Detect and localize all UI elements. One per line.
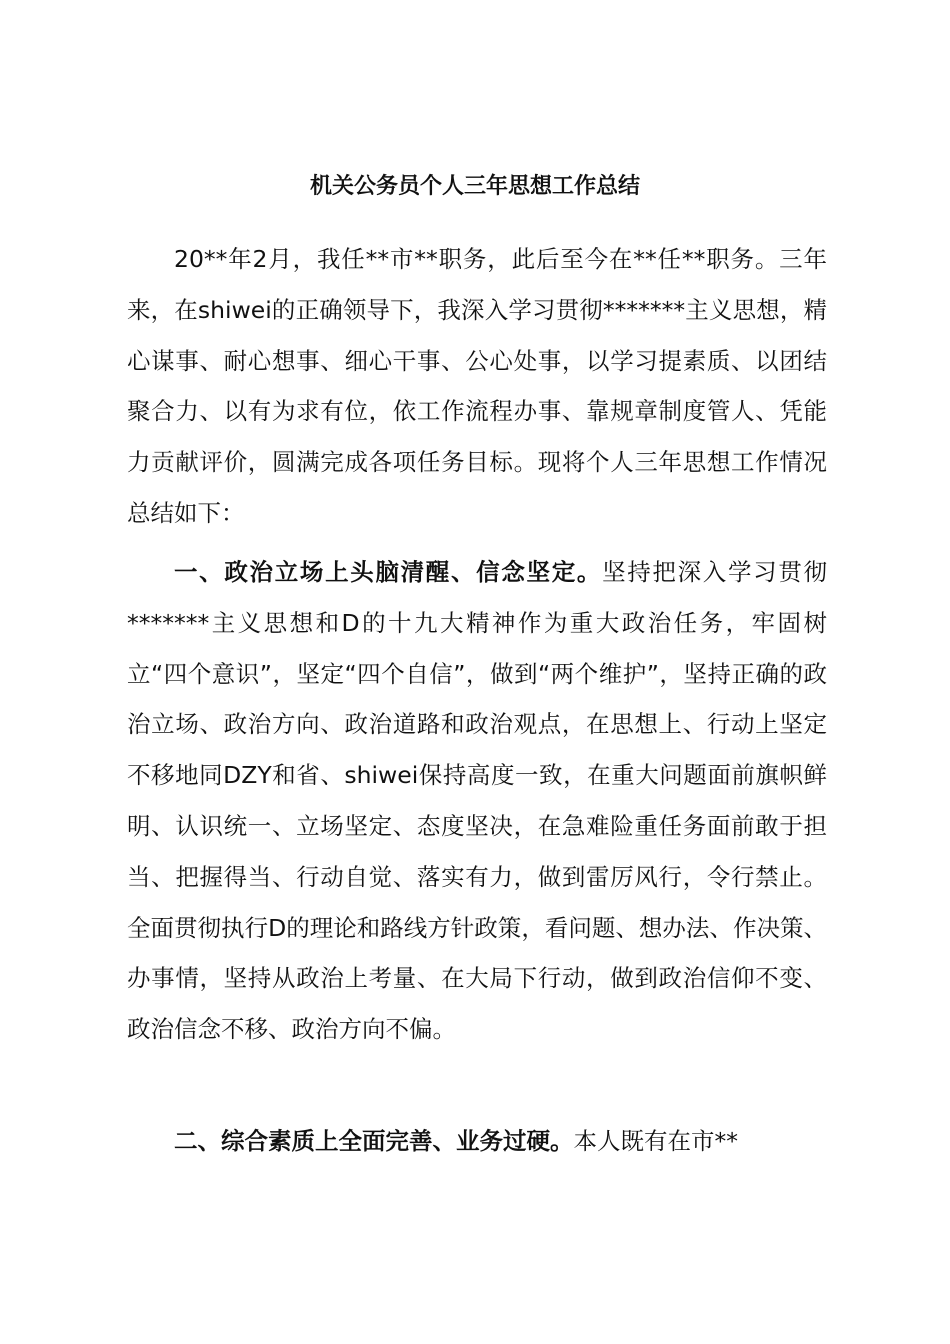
document-title: 机关公务员个人三年思想工作总结 [309,174,640,199]
section-1-heading: 一、政治立场上头脑清醒、信念坚定。 [174,558,603,586]
paragraph-section-1 [127,547,827,1055]
paragraph-intro [127,234,827,539]
section-2-text: 本人既有在市** [573,1127,738,1155]
paragraph-section-2 [127,1116,827,1167]
section-2-heading: 二、综合素质上全面完善、业务过硬。 [174,1127,574,1155]
paragraph-intro-text: 20**年2月，我任**市**职务，此后至今在**任**职务。三年来，在shiwei的正确领导下，我深入学习贯彻*******主义思想，精心谋事、耐心想事、细心干事、公心处事，以学习提素质、以团结聚合力、以有为求有位，依工作流程办事、靠规章制度管人、凭能力贡献评价，圆满完成各项任务目标。现将个人三年思想工作情况总结如下： [127,245,827,527]
section-1-text: 坚持把深入学习贯彻*******主义思想和D的十九大精神作为重大政治任务，牢固树立“四个意识”，坚定“四个自信”，做到“两个维护”，坚持正确的政治立场、政治方向、政治道路和政治观点，在思想上、行动上坚定不移地同DZY和省、shiwei保持高度一致，在重大问题面前旗帜鲜明、认识统一、立场坚定、态度坚决，在急难险重任务面前敢于担当、把握得当、行动自觉、落实有力，做到雷厉风行，令行禁止。全面贯彻执行D的理论和路线方针政策，看问题、想办法、作决策、办事情，坚持从政治上考量、在大局下行动，做到政治信仰不变、政治信念不移、政治方向不偏。 [127,558,828,1044]
